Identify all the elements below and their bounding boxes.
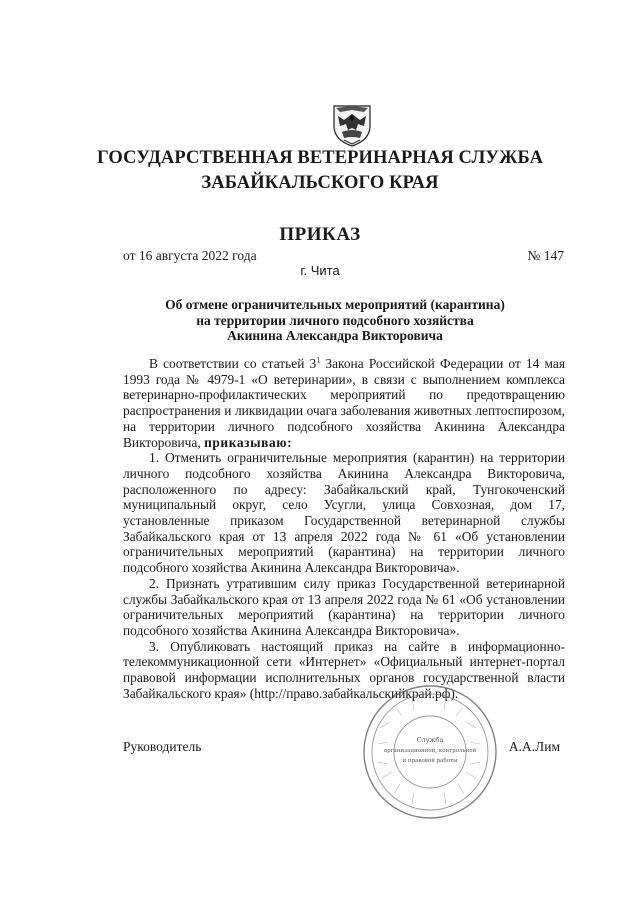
organization-name bbox=[60, 146, 580, 196]
body-item-3: 3. Опубликовать настоящий приказ на сайте в информационно-телекоммуникационной сети «Интернет» «Официальный интернет-портал правовой информации исполнительных органов государственной власти Забайкальского края» (http://право.забайкальскийкрай.рф). bbox=[123, 638, 565, 701]
organization-name-line2: ЗАБАЙКАЛЬСКОГО КРАЯ bbox=[201, 173, 439, 193]
body-intro-paragraph bbox=[123, 356, 565, 450]
document-date: от 16 августа 2022 года bbox=[123, 248, 257, 263]
seal-line-3: и правовой работы bbox=[402, 758, 458, 764]
intro-text-b: Закона Российской Федерации от 14 мая 1993 года № 4979-1 «О ветеринарии», в связи с выполнением комплекса ветеринарно-профилактических мероприятий по предотвращению распространения и ликвидации очага заболевания животных лептоспирозом, на территории личного подсобного хозяйства Акинина Александра Викторовича, bbox=[123, 356, 565, 450]
body-item-1: 1. Отменить ограничительные мероприятия (карантин) на территории личного подсобного хозяйства Акинина Александра Викторовича, расположенного по адресу: Забайкальский край, Тунгокоченский муниципальный округ, село Усугли, улица Совхозная, дом 17, установленные приказом Государственной ветеринарной службы Забайкальского края от 13 апреля 2022 года № 61 «Об установлении ограничительных мероприятий (карантина) на территории личного подсобного хозяйства Акинина Александра Викторовича». bbox=[123, 450, 565, 576]
document-city: г. Чита bbox=[300, 263, 340, 278]
seal-line-1: Служба bbox=[416, 736, 444, 744]
intro-order-word: приказываю: bbox=[204, 434, 293, 450]
organization-name-line1: ГОСУДАРСТВЕННАЯ ВЕТЕРИНАРНАЯ СЛУЖБА bbox=[96, 148, 544, 168]
document-number: № 147 bbox=[527, 248, 564, 263]
signature-position: Руководитель bbox=[123, 739, 202, 754]
subject-line3: Акинина Александра Викторовича bbox=[227, 328, 443, 343]
seal-line-2: организационной, контрольной bbox=[383, 748, 477, 754]
intro-text-a: В соответствии со статьей 3 bbox=[149, 356, 317, 371]
document-subject bbox=[140, 297, 530, 344]
subject-line2: на территории личного подсобного хозяйства bbox=[196, 312, 474, 328]
document-body bbox=[123, 356, 565, 701]
intro-superscript: 1 bbox=[316, 355, 321, 365]
document-type: ПРИКАЗ bbox=[279, 224, 361, 245]
official-seal-stamp bbox=[360, 682, 500, 822]
body-item-2: 2. Признать утратившим силу приказ Государственной ветеринарной службы Забайкальского края от 13 апреля 2022 года № 61 «Об установлении ограничительных мероприятий (карантина) на территории личного подсобного хозяйства Акинина Александра Викторовича». bbox=[123, 575, 565, 638]
subject-line1: Об отмене ограничительных мероприятий (карантина) bbox=[165, 297, 505, 312]
coat-of-arms-emblem bbox=[330, 100, 374, 148]
signature-name: А.А.Лим bbox=[508, 739, 560, 754]
